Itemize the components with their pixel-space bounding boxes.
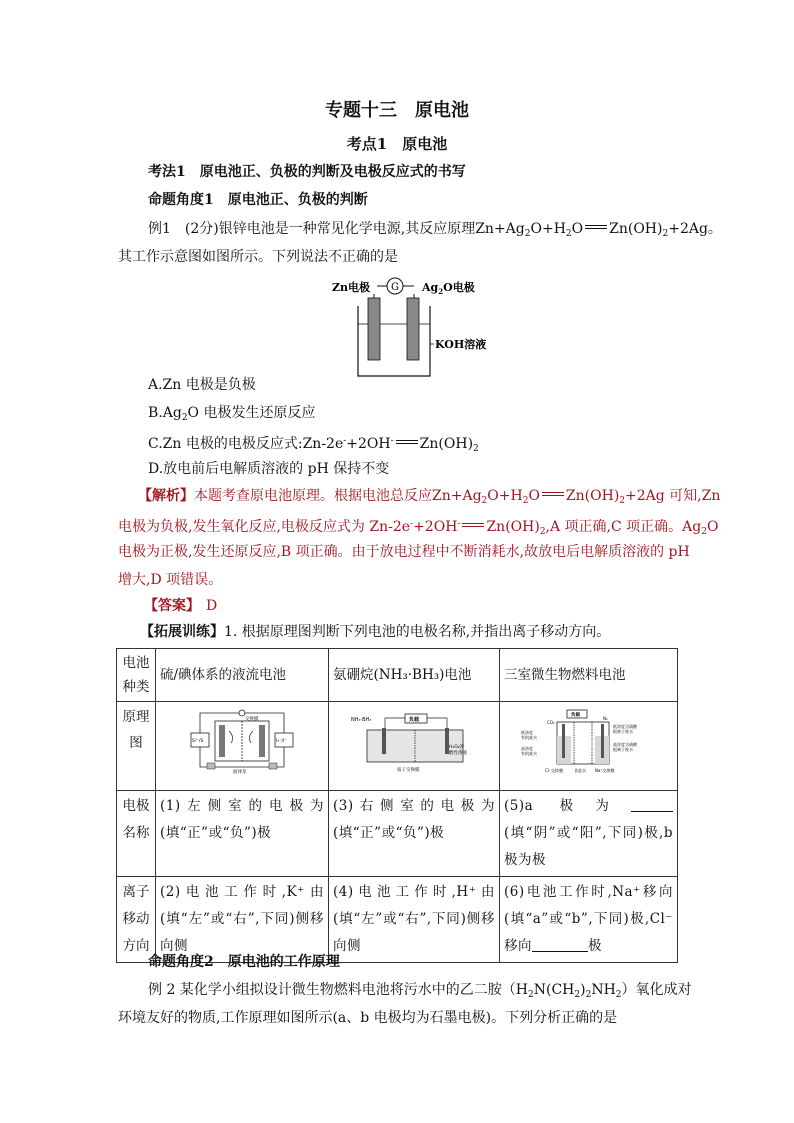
svg-text:质子交换膜: 质子交换膜 bbox=[397, 768, 420, 773]
question-4: (4)电池工作时,H⁺由(填“左”或“右”,下同)侧移向侧 bbox=[329, 877, 500, 963]
analysis-line-3: 电极为正极,发生还原反应,B 项正确。由于放电过程中不断消耗水,故放电后电解质溶液的 pH bbox=[118, 544, 690, 560]
answer-value: D bbox=[206, 598, 218, 614]
example-2-question: 环境友好的物质,工作原理如图所示(a、b 电极均为石墨电极)。下列分析正确的是 bbox=[118, 1010, 618, 1026]
ammonia-borane-battery-diagram bbox=[349, 708, 479, 774]
extension-tag: 【拓展训练】 bbox=[140, 624, 224, 640]
option-b: $B.Ag_2O$ 电极发生还原反应 bbox=[148, 405, 316, 423]
question-6: (6)电池工作时,Na⁺移向(填“a”或“b”,下同)极,Cl⁻移向 极 bbox=[500, 877, 678, 963]
zn-electrode-label: Zn电极 bbox=[332, 281, 371, 294]
method-heading: 考法1 原电池正、负极的判断及电极反应式的书写 bbox=[148, 164, 466, 180]
question-3: (3)右侧室的电极为(填“正”或“负”)极 bbox=[329, 791, 500, 877]
table-row bbox=[117, 877, 678, 963]
battery-1-diagram-cell bbox=[156, 702, 329, 791]
analysis-line-2: 电极为负极,发生氧化反应,电极反应式为 Zn-2e-+2OH- $Zn(OH)_2,A$ 项正确,C 项正确。$Ag_2O$ bbox=[118, 519, 719, 537]
angle-heading-1: 命题角度1 原电池正、负极的判断 bbox=[148, 192, 368, 208]
answer-tag: 【答案】 bbox=[144, 598, 200, 614]
example-2-stem: 例 2 某化学小组拟设计微生物燃料电池将污水中的乙二胺$(H_2N(CH_2)_2NH_2)$氧化成对 bbox=[148, 982, 692, 1000]
battery-3-name: 三室微生物燃料电池 bbox=[500, 649, 678, 702]
battery-table bbox=[116, 648, 678, 963]
svg-text:根离子废水: 根离子废水 bbox=[612, 729, 633, 734]
section-title: 考点1 原电池 bbox=[346, 135, 448, 153]
table-row bbox=[117, 649, 678, 702]
page-title: 专题十三 原电池 bbox=[325, 100, 469, 121]
svg-text:有机废水: 有机废水 bbox=[520, 735, 537, 740]
header-diagram: 原理图 bbox=[117, 702, 156, 791]
equal-sign bbox=[585, 225, 607, 229]
svg-text:I₃⁻/I⁻: I₃⁻/I⁻ bbox=[276, 739, 287, 744]
question-2: (2)电池工作时,K⁺由(填“左”或“右”,下同)侧移向侧 bbox=[156, 877, 329, 963]
flow-battery-diagram bbox=[187, 707, 297, 775]
ag2o-electrode-label: $Ag_2O$电极 bbox=[422, 281, 475, 296]
header-ion-direction: 离子移动方向 bbox=[117, 877, 156, 963]
analysis-line-4: 增大,D 项错误。 bbox=[118, 572, 223, 588]
extension-line: 【拓展训练】1. 根据原理图判断下列电池的电极名称,并指出离子移动方向。 bbox=[140, 624, 611, 640]
svg-text:食盐水: 食盐水 bbox=[573, 768, 586, 773]
option-d: D.放电前后电解质溶液的 pH 保持不变 bbox=[148, 461, 390, 477]
svg-text:Cl⁻交换膜: Cl⁻交换膜 bbox=[544, 768, 563, 773]
table-row bbox=[117, 702, 678, 791]
table-row bbox=[117, 791, 678, 877]
header-battery-type: 电池种类 bbox=[117, 649, 156, 702]
svg-text:低浓度含硝酸: 低浓度含硝酸 bbox=[612, 724, 637, 729]
svg-text:高浓度: 高浓度 bbox=[520, 746, 533, 751]
lamp-icon bbox=[239, 710, 245, 716]
svg-text:液体泵: 液体泵 bbox=[233, 770, 247, 775]
battery-2-name: 氨硼烷(NH₃·BH₃)电池 bbox=[329, 649, 500, 702]
header-electrode-name: 电极名称 bbox=[117, 791, 156, 877]
svg-text:CO₂: CO₂ bbox=[546, 720, 555, 725]
example-1-label: 例1 (2分) bbox=[148, 221, 219, 237]
answer-blank[interactable] bbox=[532, 937, 588, 952]
silver-zinc-cell-diagram bbox=[330, 272, 490, 382]
battery-2-diagram-cell bbox=[329, 702, 500, 791]
battery-1-name: 硫/碘体系的液流电池 bbox=[156, 649, 329, 702]
svg-text:酸性溶液: 酸性溶液 bbox=[449, 751, 467, 756]
option-a: A.Zn 电极是负极 bbox=[148, 377, 256, 393]
angle-heading-2: 命题角度2 原电池的工作原理 bbox=[148, 954, 340, 970]
answer-line bbox=[144, 596, 217, 616]
example-1-stem: 例1 (2分)银锌电池是一种常见化学电源,其反应原理$Zn+Ag_2O+H_2O$ $Zn(OH)_2+2Ag$。 bbox=[148, 221, 722, 239]
svg-text:根离子废水: 根离子废水 bbox=[612, 747, 633, 752]
svg-text:负载: 负载 bbox=[570, 713, 580, 718]
svg-text:NH₃·BH₃: NH₃·BH₃ bbox=[351, 717, 372, 723]
svg-text:S²⁻/S: S²⁻/S bbox=[192, 739, 204, 744]
ag2o-electrode bbox=[407, 298, 419, 360]
svg-text:交换膜: 交换膜 bbox=[245, 717, 259, 722]
answer-blank[interactable] bbox=[631, 797, 673, 812]
svg-text:高浓度含硝酸: 高浓度含硝酸 bbox=[612, 742, 637, 747]
battery-3-diagram-cell bbox=[500, 702, 678, 791]
example-1-question: 其工作示意图如图所示。下列说法不正确的是 bbox=[118, 249, 398, 265]
question-1: (1)左侧室的电极为(填“正”或“负”)极 bbox=[156, 791, 329, 877]
option-c: C.Zn 电极的电极反应式:Zn-2e-+2OH- $Zn(OH)_2$ bbox=[148, 436, 479, 454]
svg-text:负载: 负载 bbox=[409, 717, 420, 723]
analysis-line-1: 【解析】本题考查原电池原理。根据电池总反应$Zn+Ag_2O+H_2O$ $Zn(OH)_2+2Ag$ 可知,Zn bbox=[138, 488, 721, 506]
galvanometer-label: G bbox=[391, 282, 399, 293]
svg-text:N₂: N₂ bbox=[602, 716, 608, 721]
analysis-tag: 【解析】 bbox=[138, 488, 194, 504]
zn-electrode bbox=[368, 298, 380, 360]
microbial-fuel-cell-diagram bbox=[519, 706, 659, 776]
svg-text:H₂O₂的: H₂O₂的 bbox=[449, 745, 465, 750]
svg-text:Na⁺交换膜: Na⁺交换膜 bbox=[594, 768, 615, 773]
svg-text:有机废水: 有机废水 bbox=[520, 751, 537, 756]
question-5: (5)a 极为(填“阴”或“阳”,下同)极,b 极为极 bbox=[500, 791, 678, 877]
koh-solution-label: KOH溶液 bbox=[435, 338, 487, 351]
svg-text:低浓度: 低浓度 bbox=[520, 730, 533, 735]
